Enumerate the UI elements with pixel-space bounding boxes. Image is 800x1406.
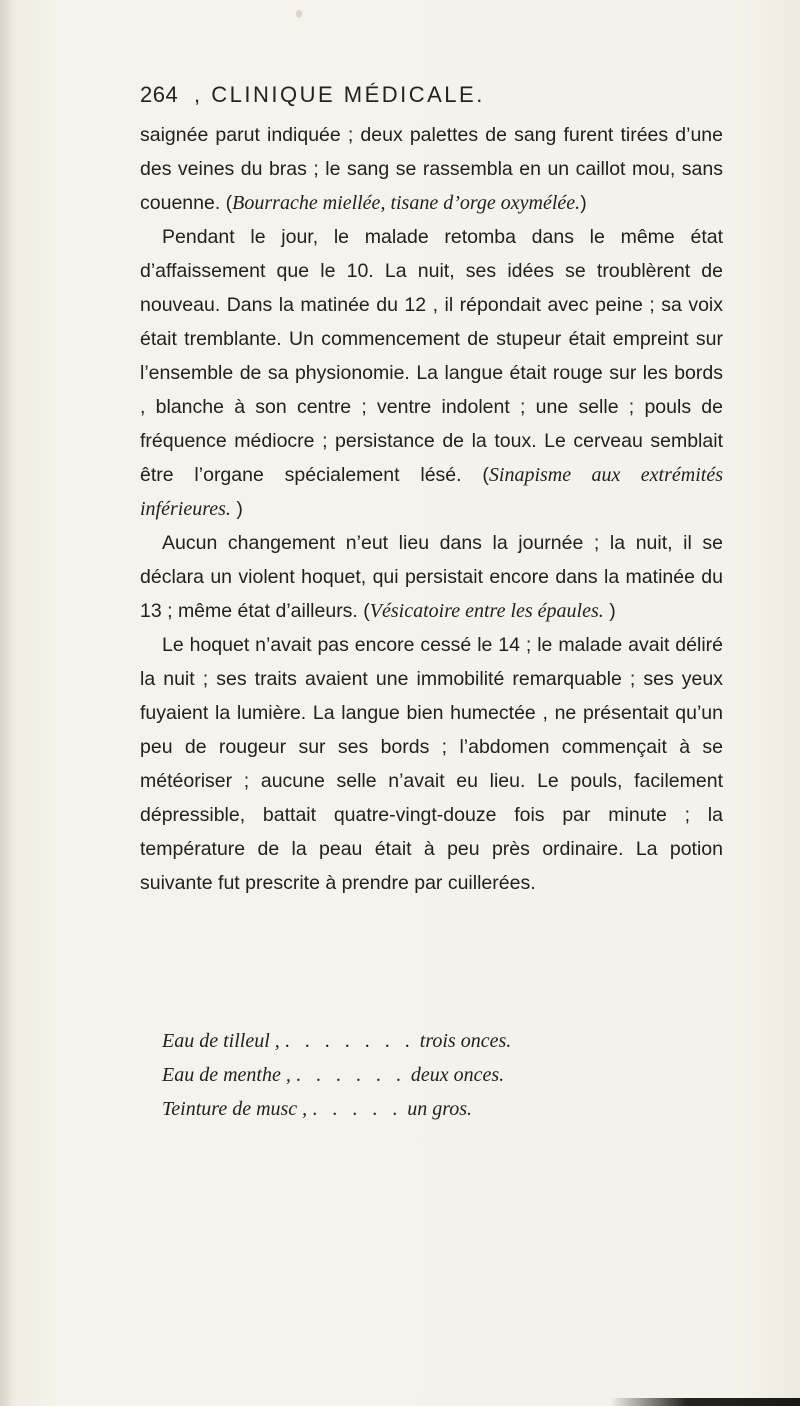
paragraph-2 <box>140 220 723 526</box>
paragraph-3 <box>140 526 723 628</box>
recipe-amount: un gros. <box>407 1098 473 1120</box>
recipe-line <box>162 1058 682 1092</box>
page-number: 264 <box>140 82 179 107</box>
page-header <box>140 82 700 118</box>
recipe-ingredient: Eau de menthe , <box>162 1064 291 1086</box>
running-title: , CLINIQUE MÉDICALE. <box>194 82 485 107</box>
recipe-ingredient: Teinture de musc , <box>162 1098 308 1120</box>
recipe-list <box>162 1024 682 1126</box>
paragraph-3-close: ) <box>603 600 616 622</box>
scan-edge-mark <box>610 1398 800 1406</box>
recipe-amount: trois onces. <box>419 1030 512 1052</box>
paragraph-1-close: ) <box>580 192 587 214</box>
paragraph-2-prescription: Sinapisme aux extrémités inférieures. <box>140 464 723 520</box>
recipe-leader-dots: . . . . . . . <box>284 1030 415 1052</box>
recipe-leader-dots: . . . . . . <box>295 1064 406 1086</box>
recipe-ingredient: Eau de tilleul , <box>162 1030 280 1052</box>
recipe-leader-dots: . . . . . <box>312 1098 403 1120</box>
paragraph-2-close: ) <box>230 498 243 520</box>
page-gutter-shadow <box>0 0 14 1406</box>
paper-speck <box>296 10 302 18</box>
paragraph-4-text: Le hoquet n’avait pas encore cessé le 14 ; le malade avait déliré la nuit ; ses traits avaient une immobilité remarquable ; ses yeux fuyaient la lumière. La langue bien humectée , ne présentait qu’un peu de rougeur sur ses bords ; l’abdomen commençait à se météoriser ; aucune selle n’avait eu lieu. Le pouls, facilement dépressible, battait quatre-vingt-douze fois par minute ; la température de la peau était à peu près ordinaire. La potion suivante fut prescrite à prendre par cuillerées. <box>140 634 723 894</box>
paragraph-3-prescription: Vésicatoire entre les épaules. <box>369 600 604 622</box>
paragraph-4 <box>140 628 723 900</box>
recipe-amount: deux onces. <box>410 1064 505 1086</box>
paragraph-1-text: saignée parut indiquée ; deux palettes de sang furent tirées d’une des veines du bras ; le sang se rassembla en un caillot mou, sans couenne. ( <box>140 124 723 214</box>
paragraph-1 <box>140 118 723 220</box>
paragraph-1-prescription: Bourrache miellée, tisane d’orge oxymélée. <box>232 192 581 214</box>
paragraph-3-text: Aucun changement n’eut lieu dans la journée ; la nuit, il se déclara un violent hoquet, qui persistait encore dans la matinée du 13 ; même état d’ailleurs. ( <box>140 532 723 622</box>
body-text <box>140 118 723 900</box>
recipe-line <box>162 1024 682 1058</box>
paragraph-2-text: Pendant le jour, le malade retomba dans le même état d’affaissement que le 10. La nuit, ses idées se troublèrent de nouveau. Dans la matinée du 12 , il répondait avec peine ; sa voix était tremblante. Un commencement de stupeur était empreint sur l’ensemble de sa physionomie. La langue était rouge sur les bords , blanche à son centre ; ventre indolent ; une selle ; pouls de fréquence médiocre ; persistance de la toux. Le cerveau semblait être l’organe spécialement lésé. ( <box>140 226 723 486</box>
recipe-line <box>162 1092 682 1126</box>
